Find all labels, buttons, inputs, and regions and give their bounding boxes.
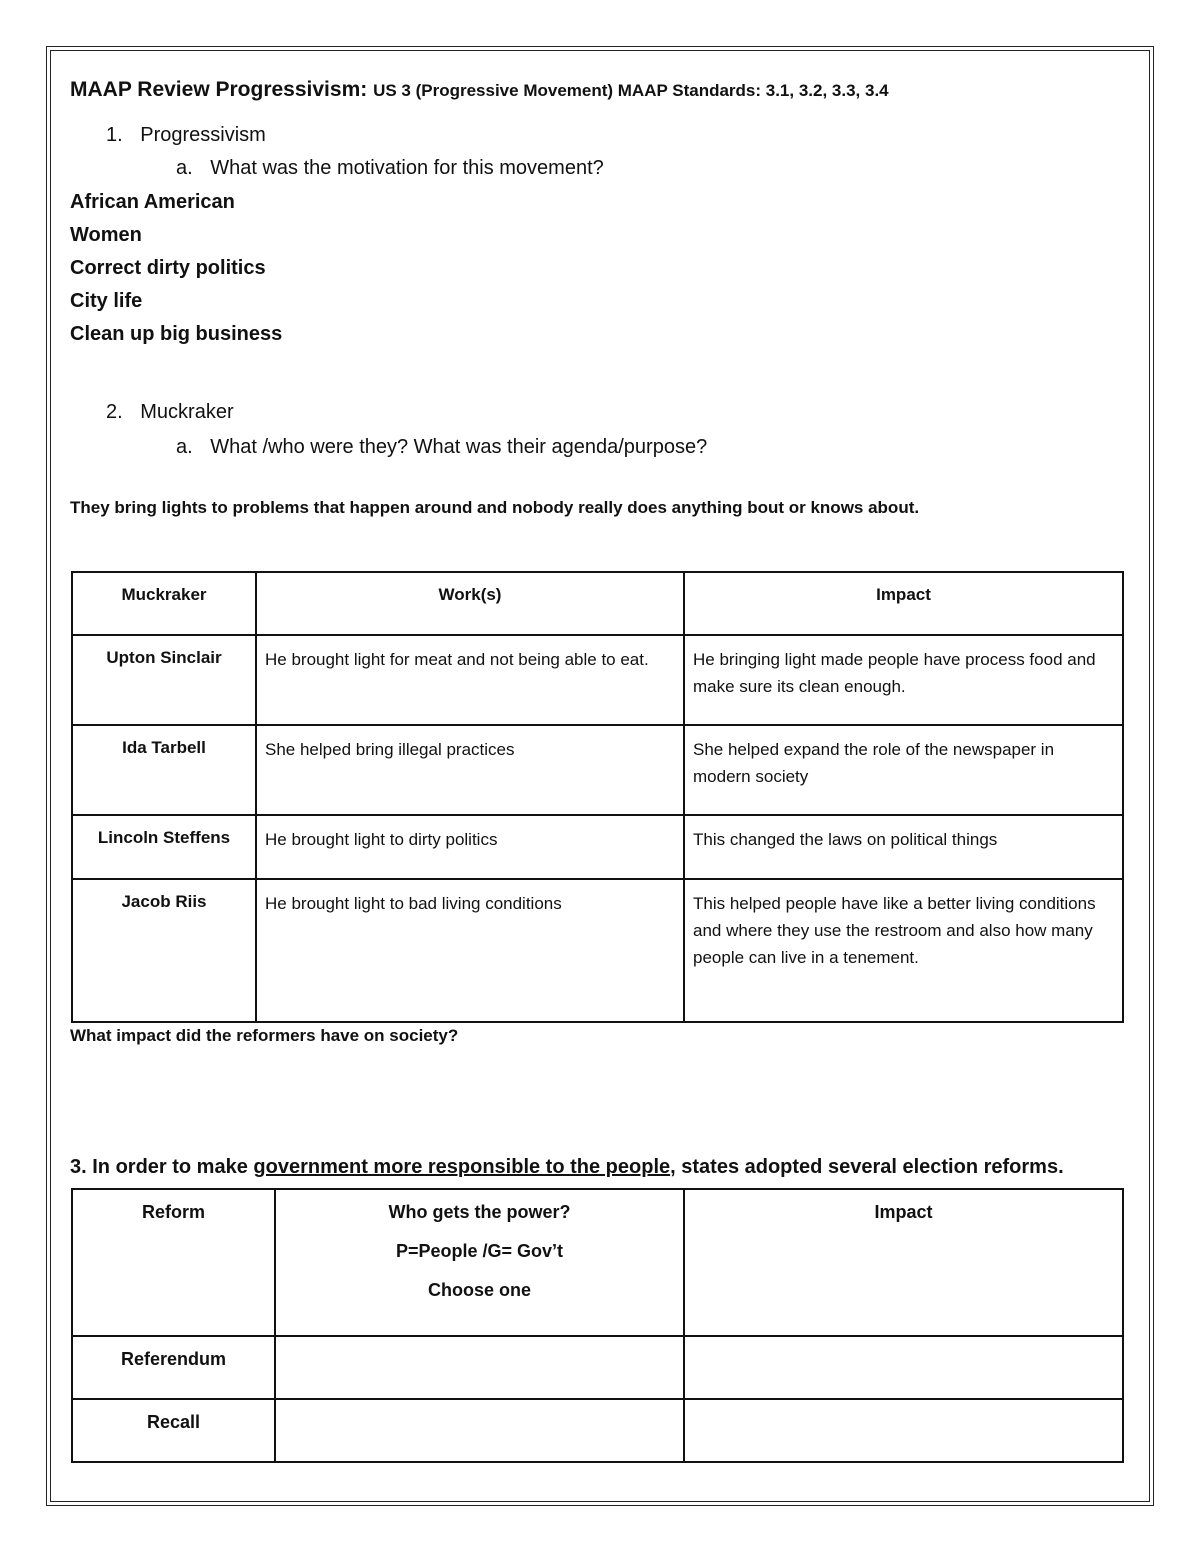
- title-subtitle: US 3 (Progressive Movement) MAAP Standards: 3.1, 3.2, 3.3, 3.4: [373, 81, 889, 100]
- reform-power-cell[interactable]: [275, 1336, 684, 1399]
- reform-name: Recall: [72, 1399, 275, 1462]
- power-header-line: Choose one: [427, 1280, 531, 1300]
- header-muckraker: Muckraker: [72, 572, 256, 635]
- answer-item: Clean up big business: [70, 323, 283, 345]
- section1-question-text: What was the motivation for this movement?: [210, 157, 604, 179]
- muckraker-name: Lincoln Steffens: [72, 815, 256, 879]
- header-reform: Reform: [72, 1189, 275, 1336]
- section3-heading: [70, 1156, 1064, 1179]
- table-row: [72, 1399, 1123, 1462]
- answer-item: City life: [70, 290, 143, 312]
- reform-table: [71, 1188, 1124, 1463]
- section1-number: 1.: [106, 124, 123, 146]
- section2-heading: [106, 401, 234, 424]
- muckraker-impact: He bringing light made people have process food and make sure its clean enough.: [684, 635, 1123, 725]
- header-impact: Impact: [684, 572, 1123, 635]
- muckraker-name: Upton Sinclair: [72, 635, 256, 725]
- muckraker-name: Ida Tarbell: [72, 725, 256, 815]
- section3-underlined: government more responsible to the people: [253, 1156, 671, 1178]
- table-header-row: [72, 1189, 1123, 1336]
- muckraker-work: He brought light for meat and not being able to eat.: [256, 635, 684, 725]
- table-row: [72, 725, 1123, 815]
- muckraker-work: He brought light to bad living conditions: [256, 879, 684, 1022]
- section2-heading-text: Muckraker: [140, 401, 234, 423]
- section1-heading: [106, 124, 266, 147]
- page-title: [70, 78, 889, 102]
- answer-item: Correct dirty politics: [70, 257, 266, 279]
- muckraker-impact: This changed the laws on political things: [684, 815, 1123, 879]
- reform-impact-cell[interactable]: [684, 1336, 1123, 1399]
- table-row: [72, 879, 1123, 1022]
- power-header-line: Who gets the power?: [388, 1202, 571, 1222]
- reform-impact-cell[interactable]: [684, 1399, 1123, 1462]
- muckraker-name: Jacob Riis: [72, 879, 256, 1022]
- section1-letter: a.: [176, 157, 193, 179]
- muckraker-work: He brought light to dirty politics: [256, 815, 684, 879]
- table-row: [72, 815, 1123, 879]
- reformers-question: What impact did the reformers have on society?: [70, 1026, 459, 1045]
- section3-prefix: 3. In order to make: [70, 1156, 254, 1178]
- table-row: [72, 635, 1123, 725]
- muckraker-impact: This helped people have like a better living conditions and where they use the restroom and also how many people can live in a tenement.: [684, 879, 1123, 1022]
- header-works: Work(s): [256, 572, 684, 635]
- section2-number: 2.: [106, 401, 123, 423]
- section3-suffix: , states adopted several election reforms.: [670, 1156, 1064, 1178]
- title-main: MAAP Review Progressivism:: [70, 78, 368, 101]
- power-header-line: P=People /G= Gov’t: [395, 1241, 564, 1261]
- header-power: [275, 1189, 684, 1336]
- answer-item: African American: [70, 191, 235, 213]
- section2-letter: a.: [176, 436, 193, 458]
- reform-power-cell[interactable]: [275, 1399, 684, 1462]
- muckraker-impact: She helped expand the role of the newspaper in modern society: [684, 725, 1123, 815]
- muckraker-work: She helped bring illegal practices: [256, 725, 684, 815]
- reform-name: Referendum: [72, 1336, 275, 1399]
- answer-item: Women: [70, 224, 142, 246]
- table-header-row: [72, 572, 1123, 635]
- section2-question: [176, 436, 707, 459]
- table-row: [72, 1336, 1123, 1399]
- muckraker-table: [71, 571, 1124, 1023]
- section1-heading-text: Progressivism: [140, 124, 266, 146]
- header-impact: Impact: [684, 1189, 1123, 1336]
- section1-question: [176, 157, 604, 180]
- section2-answer: They bring lights to problems that happen around and nobody really does anything bout or knows about.: [70, 498, 920, 517]
- section2-question-text: What /who were they? What was their agenda/purpose?: [210, 436, 708, 458]
